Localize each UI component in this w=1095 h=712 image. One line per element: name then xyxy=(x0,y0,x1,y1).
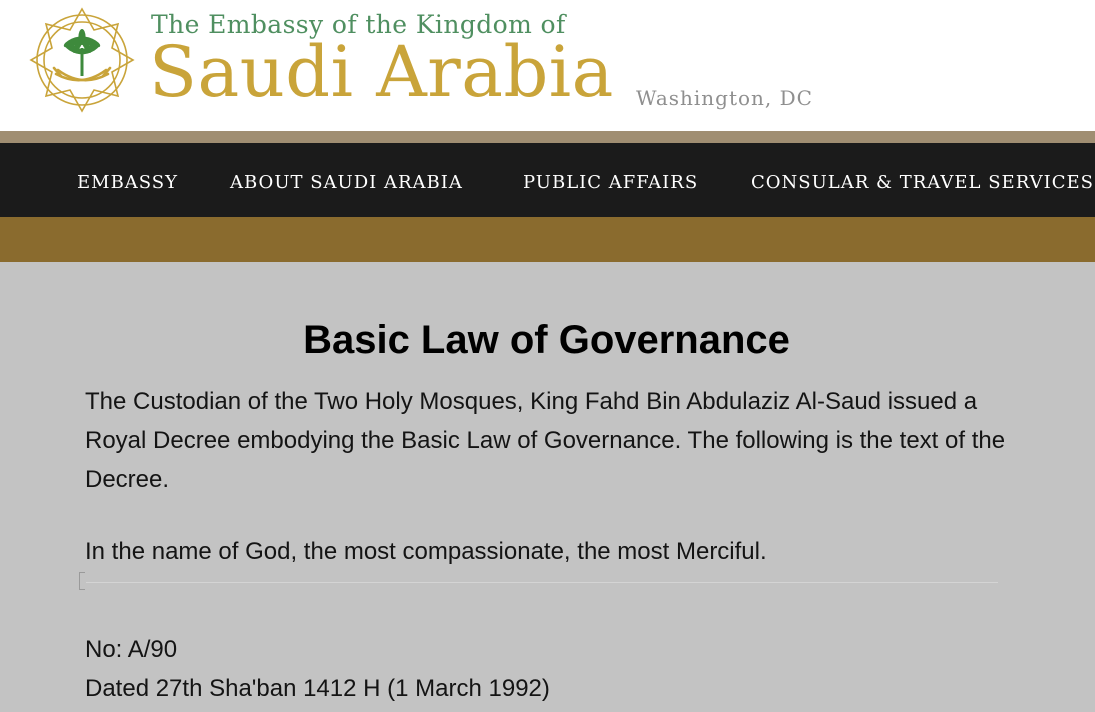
nav-item-public-affairs[interactable]: PUBLIC AFFAIRS xyxy=(523,172,699,193)
invocation-text: In the name of God, the most compassionate, the most Merciful. xyxy=(85,538,767,565)
text-marker xyxy=(79,572,85,590)
header-divider-bar xyxy=(0,131,1095,143)
palm-icon xyxy=(62,29,101,76)
site-header xyxy=(0,0,1095,131)
intro-paragraph: The Custodian of the Two Holy Mosques, King Fahd Bin Abdulaziz Al-Saud issued a Royal Decree embodying the Basic Law of Governance. The following is the text of the Decree. xyxy=(85,388,1006,493)
decree-number: No: A/90 xyxy=(85,636,178,663)
page-title: Basic Law of Governance xyxy=(303,318,790,362)
embassy-title-line: The Embassy of the Kingdom of xyxy=(151,10,566,39)
country-title: Saudi Arabia xyxy=(149,31,614,113)
nav-item-consular-travel-services[interactable]: CONSULAR & TRAVEL SERVICES xyxy=(751,172,1094,193)
main-navigation xyxy=(0,143,1095,217)
main-content xyxy=(0,262,1095,712)
nav-item-embassy[interactable]: EMBASSY xyxy=(77,172,179,193)
city-subtitle: Washington, DC xyxy=(636,86,813,110)
content-divider xyxy=(86,582,998,583)
emblem-graphic xyxy=(28,6,136,114)
decree-date: Dated 27th Sha'ban 1412 H (1 March 1992) xyxy=(85,675,550,702)
nav-item-about-saudi-arabia[interactable]: ABOUT SAUDI ARABIA xyxy=(230,172,463,193)
nav-accent-bar xyxy=(0,217,1095,262)
saudi-emblem-logo-icon[interactable] xyxy=(28,6,136,114)
